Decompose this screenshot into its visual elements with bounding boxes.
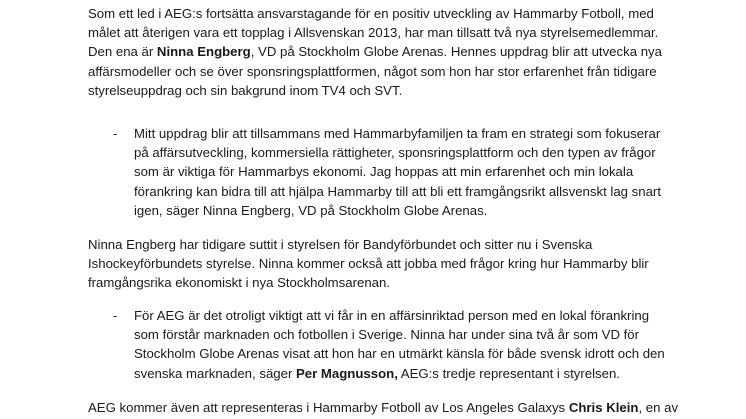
text-run: AEG kommer även att representeras i Hammarby Fotboll av Los Angeles Galaxys — [88, 400, 569, 415]
text-line: Som ett led i AEG:s fortsätta ansvarstagande för en positiv utveckling av Hammarby Fotboll, med — [88, 6, 654, 21]
text-line: målet att återigen vara ett topplag i Allsvenskan 2013, har man tillsatt två nya styrelsemedlemmar. — [88, 25, 659, 41]
text-line: Stockholm Globe Arenas visat att hon har en utmärkt känsla för både svensk idrott och den — [134, 346, 665, 362]
text-line: Mitt uppdrag blir att tillsammans med Hammarbyfamiljen ta fram en strategi som fokuserar — [134, 126, 661, 141]
person-name-bold: Ninna Engberg — [156, 44, 251, 60]
person-name-bold: Per Magnusson, — [296, 365, 398, 381]
list-dash: - — [113, 126, 118, 141]
intro-paragraph — [88, 4, 688, 100]
text-line: som är viktiga för Hammarbys ekonomi. Jag hoppas att min erfarenhet och min lokala — [134, 164, 634, 180]
text-run: svenska marknaden, säger — [134, 365, 296, 381]
quote-text — [134, 306, 665, 383]
text-line: som förstår marknaden och fotbollen i Sverige. Ninna har under sina två år som VD för — [134, 327, 640, 343]
text-run: , VD på Stockholm Globe Arenas. — [250, 44, 451, 60]
text-line: Ninna Engberg har tidigare suttit i styrelsen för Bandyförbundet och sitter nu i Svenska — [88, 237, 593, 252]
text-line: För AEG är det otroligt viktigt att vi får in en affärsinriktad person med en lokal förankring — [134, 308, 650, 323]
person-name-bold: Chris Klein — [568, 400, 639, 415]
text-run: Den ena är — [88, 44, 157, 60]
text-line: affärsmodeller och se över sponsringsplattformen, något som hon har stor erfarenhet från tidigare — [88, 63, 657, 79]
text-line: framgångsrika ekonomiskt i nya Stockholmsarenan. — [88, 275, 390, 291]
text-run: , en av — [638, 400, 679, 415]
text-line: styrelseuppdrag och sin bakgrund inom TV4 och SVT. — [88, 82, 403, 98]
text-line — [88, 398, 688, 417]
text-line: Ishockeyförbundets styrelse. Ninna kommer också att jobba med frågor kring hur Hammarby blir — [88, 256, 649, 272]
closing-paragraph — [88, 398, 688, 417]
quote-text — [134, 124, 661, 220]
text-line: igen, säger Ninna Engberg, VD på Stockholm Globe Arenas. — [134, 202, 488, 218]
text-line — [134, 364, 665, 383]
background-paragraph — [88, 235, 688, 293]
text-line — [88, 42, 688, 61]
text-run: Hennes uppdrag blir att utvecka nya — [450, 44, 662, 60]
text-line: på affärsutveckling, kommersiella rättigheter, sponsringsplattform och den typen av frågor — [134, 145, 656, 161]
text-line: förankring kan bidra till att hjälpa Hammarby till att bli ett framgångsrikt allsvenskt lag snart — [134, 183, 661, 199]
list-dash: - — [113, 308, 118, 323]
text-run: AEG:s tredje representant i styrelsen. — [397, 365, 620, 381]
